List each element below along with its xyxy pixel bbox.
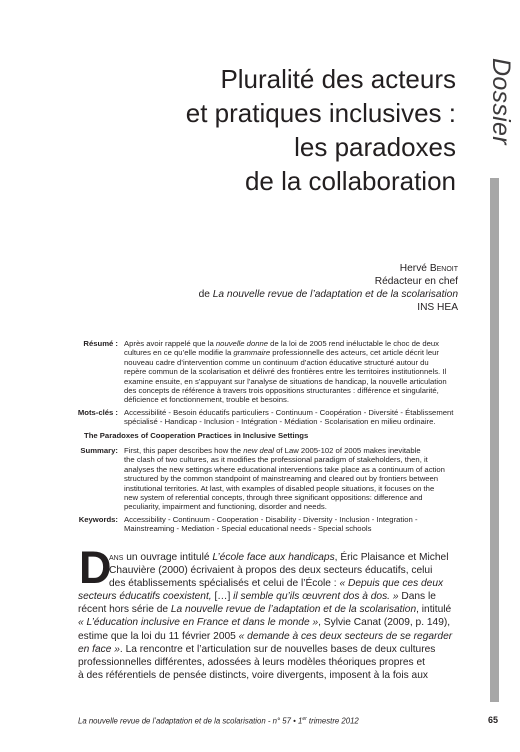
resume-label: Résumé : — [83, 339, 118, 348]
keywords-line: Mainstreaming - Mediation - Special educational needs - Special schools — [124, 524, 372, 534]
body-line: secteurs éducatifs coexistent, […] il semble qu’ils œuvrent dos à dos. » Dans le — [78, 591, 436, 603]
resume-line: repère commun de la scolarisation et délivré des frontières entre les territoires institutionnels. Il — [124, 367, 447, 377]
drop-cap: D — [79, 542, 112, 593]
page-number: 65 — [488, 715, 499, 725]
summary-line: institutional territories. At last, with examples of disabled people situations, it focuses on the — [124, 483, 435, 493]
body-line: en face ». La rencontre et l’articulation sur de nouvelles bases de deux cultures — [78, 643, 436, 655]
resume-line: Après avoir rappelé que la nouvelle donne de la loi de 2005 rend inéluctable le choc de deux — [124, 339, 440, 348]
mots-cles-line: spécialisé - Handicap - Inclusion - Intégration - Médiation - Scolarisation en milieu ordinaire. — [124, 417, 436, 427]
author-journal: de La nouvelle revue de l’adaptation et de la scolarisation — [198, 289, 458, 300]
article-title — [120, 62, 456, 198]
summary-line: new system of referential concepts, through three significant oppositions: difference and — [124, 492, 423, 502]
title-line: de la collaboration — [244, 166, 456, 196]
body-line: à des référentiels de pensée distincts, voire divergents, imposent à la fois aux — [78, 669, 428, 681]
keywords-line: Accessibility - Continuum - Cooperation - Disability - Diversity - Inclusion - Integration - — [124, 515, 418, 524]
summary-label: Summary: — [80, 446, 118, 455]
author-name: Hervé Benoit — [399, 263, 458, 274]
title-line: les paradoxes — [294, 132, 456, 162]
body-line: professionnelles différentes, adossées à leurs modèles théoriques propres et — [78, 656, 425, 668]
resume-line: examine ensuite, en s’appuyant sur l’analyse de situations de handicap, la nouvelle articulation — [124, 376, 447, 386]
title-line: et pratiques inclusives : — [185, 98, 456, 128]
summary-line: First, this paper describes how the new deal of Law 2005-102 of 2005 makes inevitable — [124, 446, 421, 455]
body-line: estime que la loi du 11 février 2005 « demande à ces deux secteurs de se regarder — [78, 630, 453, 642]
mots-cles-line: Accessibilité - Besoin éducatifs particuliers - Continuum - Coopération - Diversité - Établissement — [124, 408, 454, 417]
body-line: ans un ouvrage intitulé L’école face aux handicaps, Éric Plaisance et Michel — [109, 552, 449, 563]
author-institution: INS HEA — [417, 302, 458, 313]
body-text — [78, 551, 459, 682]
mots-cles-text — [124, 408, 498, 427]
summary-line: structured by the common standpoint of mainstreaming and cleared out by frontiers between — [124, 474, 439, 484]
resume-line: déficience et fonctionnement, trouble et besoins. — [124, 395, 289, 405]
resume-line: des concepts de référence à travers trois oppositions structurantes : différence et singularité, — [124, 385, 439, 395]
body-line: des établissements spécialisés et celui de l’École : « Depuis que ces deux — [109, 578, 444, 590]
author-role: Rédacteur en chef — [374, 276, 458, 287]
summary-text — [124, 446, 498, 512]
footer-journal: La nouvelle revue de l’adaptation et de la scolarisation - n° 57 • 1er trimestre 2012 — [78, 716, 359, 726]
summary-line: peculiarity, impairment and functioning, disorder and needs. — [124, 502, 327, 512]
body-line: récent hors série de La nouvelle revue de l’adaptation et de la scolarisation, intitulé — [78, 604, 452, 616]
resume-line: nouveau cadre d’intervention comme un continuum d’action éducative structuré autour du — [124, 357, 429, 367]
author-block — [150, 262, 458, 314]
title-line: Pluralité des acteurs — [220, 64, 456, 94]
keywords-label: Keywords: — [78, 515, 118, 524]
section-label: Dossier — [487, 58, 515, 145]
body-line: Chauvière (2000) écrivaient à propos des deux secteurs éducatifs, celui — [109, 565, 433, 577]
summary-line: analyses the new settings where educational interventions take place as a continuum of action — [124, 464, 445, 474]
side-color-bar — [490, 178, 499, 702]
english-title: The Paradoxes of Cooperation Practices in Inclusive Settings — [84, 431, 309, 440]
keywords-text — [124, 515, 498, 534]
body-line: « L’éducation inclusive en France et dans le monde », Sylvie Canat (2009, p. 149), — [78, 617, 451, 629]
resume-line: cultures en ce qu’elle modifie la grammaire professionnelle des acteurs, cet article décrit leur — [124, 348, 439, 358]
summary-line: the clash of two cultures, as it modifies the professional paradigm of stakeholders, then, it — [124, 455, 428, 465]
mots-cles-label: Mots-clés : — [77, 408, 118, 417]
resume-text — [124, 339, 498, 405]
